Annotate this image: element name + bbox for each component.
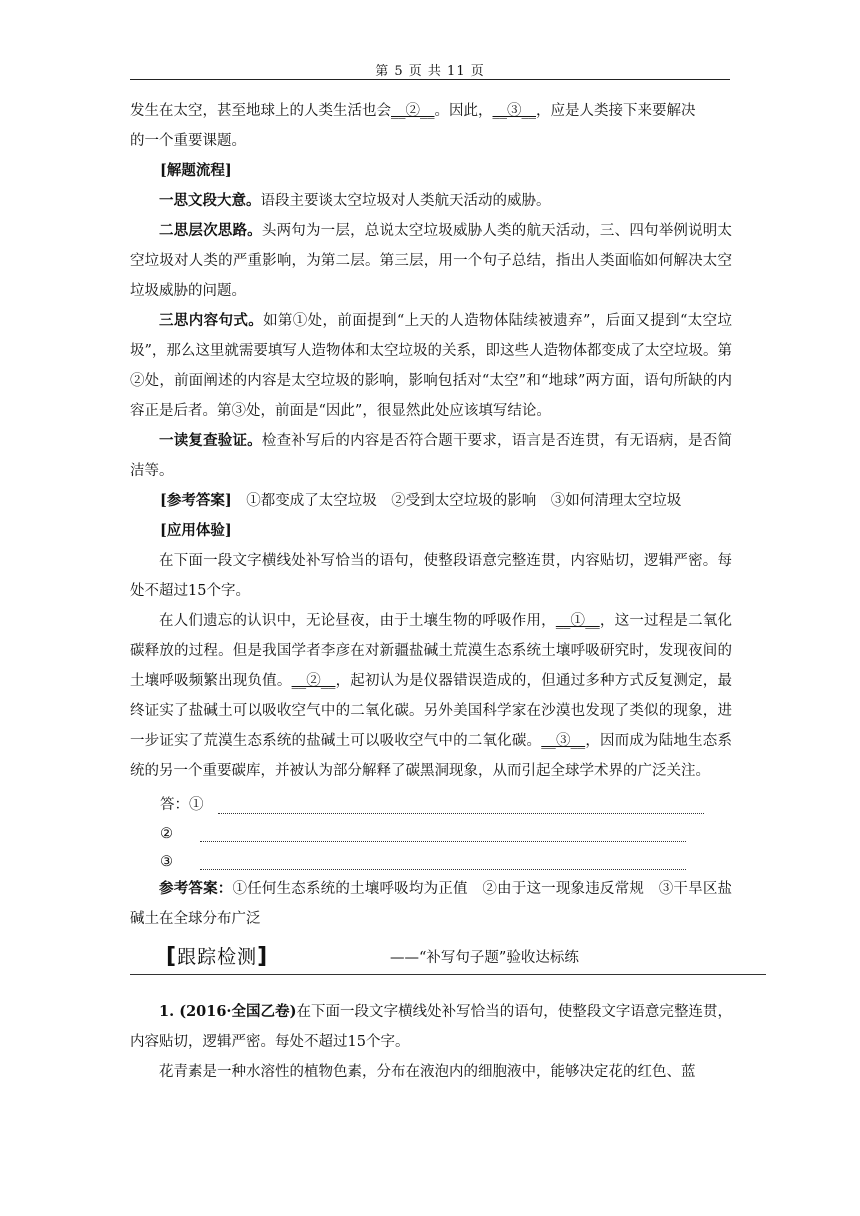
page-header: 第 5 页 共 11 页 — [375, 64, 485, 79]
passage-end-line-1: 发生在太空，甚至地球上的人类生活也会__②__。因此，__③__，应是人类接下来要解决 — [130, 103, 696, 119]
practice-blank-2: __②__ — [291, 673, 336, 689]
solution-step-4: 一读复查验证。检查补写后的内容是否符合题干要求，语言是否连贯，有无语病，是否简洁等。 — [130, 432, 733, 479]
question-1-prompt: 1. (2016·全国乙卷)在下面一段文字横线处补写恰当的语句，使整段文字语意完整连贯，内容贴切，逻辑严密。每处不超过15个字。 — [130, 1003, 732, 1050]
header-rule — [130, 79, 730, 80]
solution-step-2: 二思层次思路。头两句为一层，总说太空垃圾威胁人类的航天活动，三、四句举例说明太空垃圾对人类的严重影响，为第二层。第三层，用一个句子总结，指出人类面临如何解决太空垃圾威胁的问题。 — [130, 222, 733, 299]
practice-passage: 在人们遗忘的认识中，无论昼夜，由于土壤生物的呼吸作用，__①__，这一过程是二氧化碳释放的过程。但是我国学者李彦在对新疆盐碱土荒漠生态系统土壤呼吸研究时，发现夜间的土壤呼吸频繁出现负值。__②__，起初认为是仪器错误造成的，但通过多种方式反复测定，最终证实了盐碱土可以吸收空气中的二氧化碳。另外美国科学家在沙漠也发现了类似的现象，进一步证实了荒漠生态系统的盐碱土可以吸收空气中的二氧化碳。__③__，因而成为陆地生态系统的另一个重要碳库，并被认为部分解释了碳黑洞现象，从而引起全球学术界的广泛关注。 — [130, 613, 733, 779]
blank-3: __③__ — [492, 103, 536, 119]
section-title: [跟踪检测] — [166, 944, 269, 969]
answer-line-2: ② — [130, 814, 732, 842]
practice-blank-1: __①__ — [555, 613, 600, 629]
solution-step-1: 一思文段大意。语段主要谈太空垃圾对人类航天活动的威胁。 — [159, 192, 551, 209]
passage-end-line-2: 的一个重要课题。 — [130, 133, 246, 149]
section-subtitle: ——“补写句子题”验收达标练 — [390, 950, 579, 966]
answer-dotted-line-3[interactable] — [200, 855, 686, 870]
practice-reference-answer: 参考答案：①任何生态系统的土壤呼吸均为正值 ②由于这一现象违反常规 ③干旱区盐碱土在全球分布广泛 — [130, 880, 733, 927]
solution-flow-heading: [解题流程] — [160, 162, 232, 179]
practice-blank-3: __③__ — [541, 733, 586, 749]
answer-line-3: ③ — [130, 842, 732, 870]
question-1-passage: 花青素是一种水溶性的植物色素，分布在液泡内的细胞液中，能够决定花的红色、蓝 — [159, 1064, 696, 1080]
blank-2: __②__ — [391, 103, 435, 119]
document-body — [130, 96, 732, 1087]
practice-heading: [应用体验] — [160, 522, 232, 539]
solution-step-3: 三思内容句式。如第①处，前面提到“上天的人造物体陆续被遗弃”，后面又提到“太空垃圾”，那么这里就需要填写人造物体和太空垃圾的关系，即这些人造物体都变成了太空垃圾。第②处，前面阐述的内容是太空垃圾的影响，影响包括对“太空”和“地球”两方面，语句所缺的内容正是后者。第③处，前面是“因此”，很显然此处应该填写结论。 — [130, 312, 732, 419]
answer-dotted-line-1[interactable] — [218, 799, 704, 814]
answer-line-1: 答：① — [130, 786, 732, 814]
practice-instruction: 在下面一段文字横线处补写恰当的语句，使整段语意完整连贯，内容贴切，逻辑严密。每处不超过15个字。 — [130, 553, 732, 599]
section-header-bar — [130, 940, 766, 975]
solution-answer: [参考答案] ①都变成了太空垃圾 ②受到太空垃圾的影响 ③如何清理太空垃圾 — [160, 492, 682, 509]
answer-dotted-line-2[interactable] — [200, 827, 686, 842]
